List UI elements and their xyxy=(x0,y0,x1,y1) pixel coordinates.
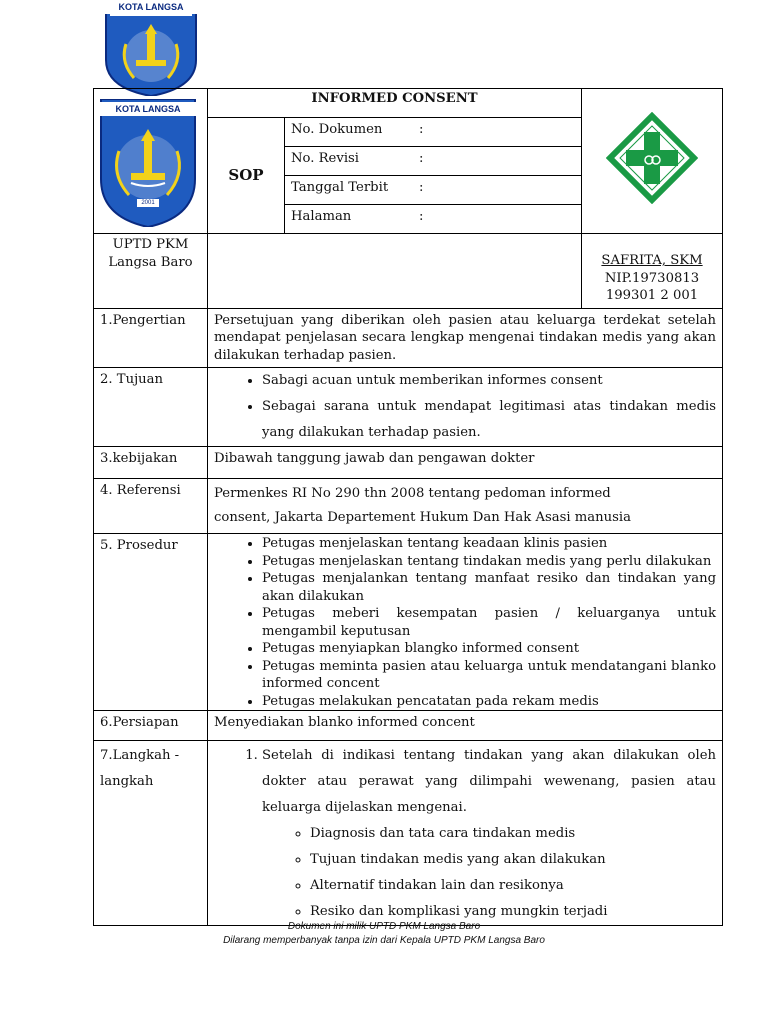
persiapan-text: Menyediakan blanko informed concent xyxy=(208,711,723,741)
field-halaman: Halaman : xyxy=(285,205,582,234)
list-item: • Petugas menjelaskan tentang keadaan klinis pasien xyxy=(262,535,716,553)
prosedur-content xyxy=(208,534,723,711)
org-name: UPTD PKM Langsa Baro xyxy=(94,234,208,309)
langkah-label: 7.Langkah - langkah xyxy=(94,741,208,926)
shield-emblem-icon xyxy=(104,0,198,96)
shield-emblem-icon xyxy=(99,99,197,227)
signatory xyxy=(582,234,723,309)
signatory-nip-1: NIP.19730813 xyxy=(604,270,700,286)
tujuan-label: 2. Tujuan xyxy=(94,368,208,447)
logo-cell xyxy=(94,89,208,234)
list-item: ◦ Alternatif tindakan lain dan resikonya xyxy=(310,873,716,899)
list-item: • Petugas menyiapkan blangko informed consent xyxy=(262,640,716,658)
list-item: • Petugas menjelaskan tentang tindakan medis yang perlu dilakukan xyxy=(262,553,716,571)
list-item: • Petugas menjalankan tentang manfaat resiko dan tindakan yang akan dilakukan xyxy=(262,570,716,605)
field-no-revisi: No. Revisi : xyxy=(285,147,582,176)
list-item: 1. Setelah di indikasi tentang tindakan yang akan dilakukan oleh dokter atau perawat yang dilimpahi wewenang, pasien atau keluarga dijelaskan mengenai. ◦ Diagnosis dan tata cara tindakan medis ◦ Tujuan tindakan medis yang akan dilakukan ◦ Alternatif tindakan lain dan resikonya ◦ Resiko dan komplikasi yang mungkin terjadi xyxy=(262,743,716,925)
referensi-label: 4. Referensi xyxy=(94,479,208,534)
tujuan-content xyxy=(208,368,723,447)
puskesmas-cross-icon xyxy=(606,112,698,204)
puskesmas-logo-cell xyxy=(582,89,723,234)
referensi-text: Permenkes RI No 290 thn 2008 tentang pedoman informed consent, Jakarta Departement Hukum Dan Hak Asasi manusia xyxy=(208,479,723,534)
kota-langsa-logo xyxy=(99,99,197,227)
prosedur-label: 5. Prosedur xyxy=(94,534,208,711)
list-item: • Sabagi acuan untuk memberikan informes consent xyxy=(262,368,716,394)
sop-table xyxy=(93,88,723,926)
logo-year: 2001 xyxy=(141,200,155,206)
pengertian-label: 1.Pengertian xyxy=(94,308,208,368)
list-item: • Sebagai sarana untuk mendapat legitimasi atas tindakan medis yang dilakukan terhadap pasien. xyxy=(262,394,716,446)
list-item: ◦ Tujuan tindakan medis yang akan dilakukan xyxy=(310,847,716,873)
list-item: ◦ Diagnosis dan tata cara tindakan medis xyxy=(310,821,716,847)
field-tanggal-terbit: Tanggal Terbit : xyxy=(285,176,582,205)
list-item: • Petugas meberi kesempatan pasien / keluarganya untuk mengambil keputusan xyxy=(262,605,716,640)
document-title: INFORMED CONSENT xyxy=(208,89,582,118)
footer-owner-note: Dokumen ini milik UPTD PKM Langsa Baro xyxy=(287,921,481,932)
logo-banner-text: KOTA LANGSA xyxy=(99,102,197,116)
persiapan-label: 6.Persiapan xyxy=(94,711,208,741)
kebijakan-text: Dibawah tanggung jawab dan pengawan dokter xyxy=(208,447,723,479)
list-item: ◦ Resiko dan komplikasi yang mungkin terjadi xyxy=(310,899,716,925)
kebijakan-label: 3.kebijakan xyxy=(94,447,208,479)
field-no-dokumen: No. Dokumen : xyxy=(285,118,582,147)
list-item: • Petugas melakukan pencatatan pada rekam medis xyxy=(262,693,716,711)
langkah-content xyxy=(208,741,723,926)
footer-copy-restriction: Dilarang memperbanyak tanpa izin dari Kepala UPTD PKM Langsa Baro xyxy=(223,935,545,946)
logo-banner-text: KOTA LANGSA xyxy=(104,0,198,14)
signatory-name: SAFRITA, SKM xyxy=(601,253,703,268)
list-item: • Petugas meminta pasien atau keluarga untuk mendatangani blanko informed concent xyxy=(262,658,716,693)
blank-cell xyxy=(208,234,582,309)
signatory-nip-2: 199301 2 001 xyxy=(605,288,699,303)
sop-label: SOP xyxy=(208,118,285,234)
pengertian-text: Persetujuan yang diberikan oleh pasien atau keluarga terdekat setelah mendapat penjelasan secara lengkap mengenai tindakan medis yang akan dilakukan terhadap pasien. xyxy=(208,308,723,368)
kota-langsa-logo-top xyxy=(104,0,198,96)
